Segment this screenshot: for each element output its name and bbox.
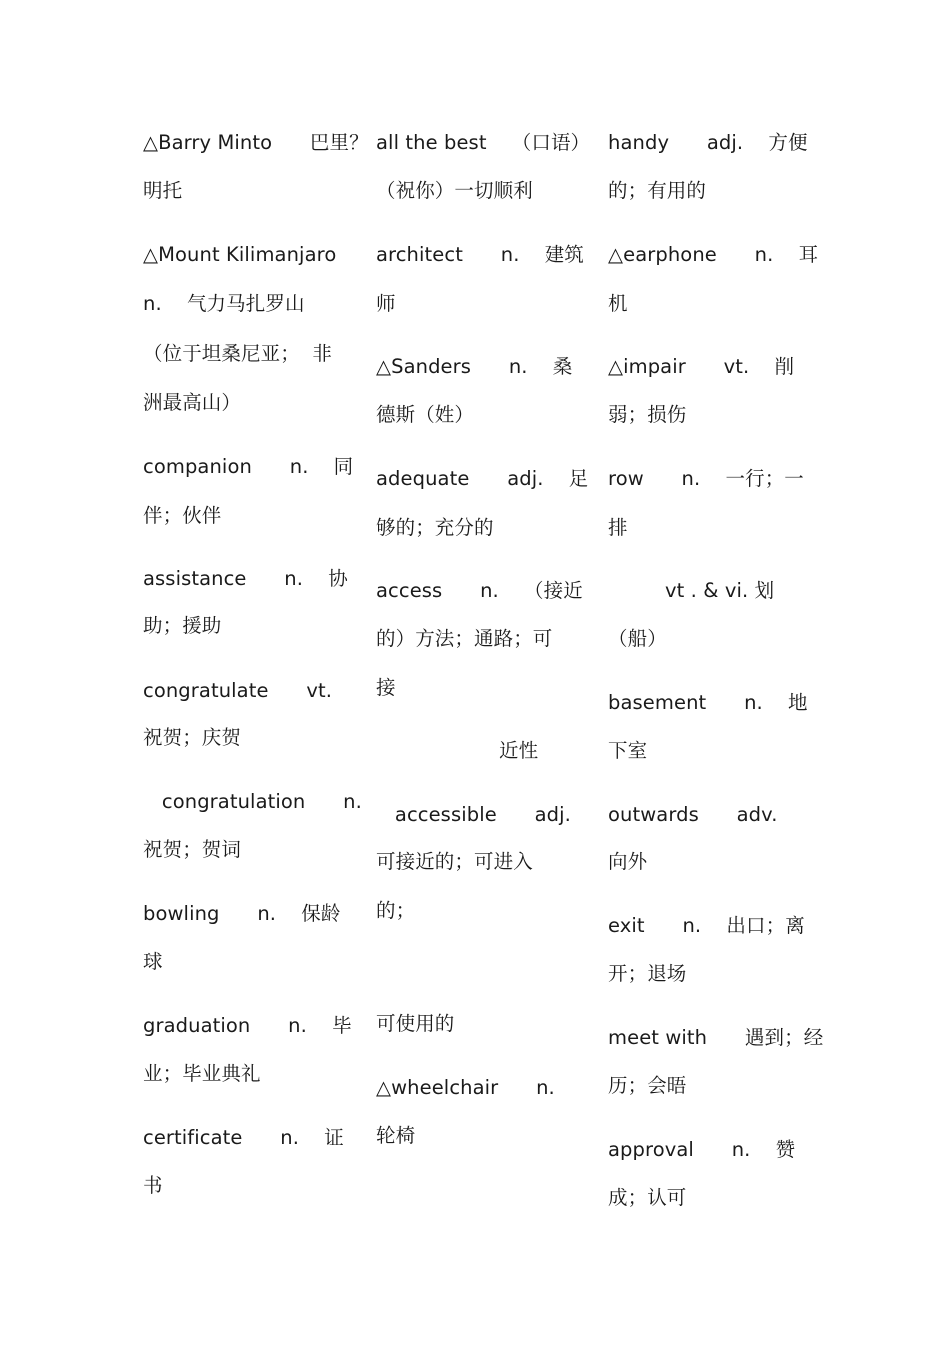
entry-line: access n. （接近 [376,579,583,602]
entry-line: 可接近的；可进入 [376,850,533,873]
entry-line: graduation n. 毕 [143,1014,352,1037]
entry-line: row n. 一行；一 [608,467,804,490]
entry-line: exit n. 出口；离 [608,914,805,937]
entry-line: bowling n. 保龄 [143,902,341,925]
entry-line: 开；退场 [608,962,687,985]
entry-line: all the best （口语） [376,131,591,154]
entry-line: congratulate vt. [143,679,333,702]
entry-line: （船） [608,627,667,650]
entry-line: congratulation n. [143,790,362,813]
entry-line: 可使用的 [376,1012,455,1035]
entry-line: 的；有用的 [608,179,707,202]
entry-line: 接 [376,676,396,699]
entry-line: accessible adj. [376,803,571,826]
entry-line: certificate n. 证 [143,1126,344,1149]
entry-line: 德斯（姓） [376,403,475,426]
entry-line: △Barry Minto 巴里？ [143,131,369,154]
entry-line: vt . & vi. 划 [665,579,775,602]
entry-line: 历；会晤 [608,1074,687,1097]
entry-line: assistance n. 协 [143,567,348,590]
entry-line: adequate adj. 足 [376,467,589,490]
entry-line: （位于坦桑尼亚； 非 [143,342,332,365]
entry-line: △Sanders n. 桑 [376,355,573,378]
entry-line: 祝贺；庆贺 [143,726,242,749]
entry-line: 向外 [608,850,648,873]
entry-line: △earphone n. 耳 [608,243,819,266]
entry-line: 轮椅 [376,1124,416,1147]
entry-line: （祝你）一切顺利 [376,179,533,202]
entry-line: 祝贺；贺词 [143,838,242,861]
entry-line: architect n. 建筑 [376,243,584,266]
entry-line: approval n. 赞 [608,1138,796,1161]
entry-line: 近性 [499,739,539,762]
entry-line: △Mount Kilimanjaro [143,243,337,266]
entry-line: 弱；损伤 [608,403,687,426]
entry-line: companion n. 同 [143,455,354,478]
entry-line: meet with 遇到；经 [608,1026,824,1049]
entry-line: 师 [376,292,396,315]
entry-line: 洲最高山） [143,391,242,414]
entry-line: 下室 [608,739,648,762]
entry-line: 球 [143,950,163,973]
entry-line: 机 [608,292,628,315]
entry-line: 的）方法；通路；可 [376,627,553,650]
entry-line: 业；毕业典礼 [143,1062,261,1085]
entry-line: handy adj. 方便 [608,131,808,154]
entry-line: 助；援助 [143,614,222,637]
entry-line: 排 [608,516,628,539]
entry-line: outwards adv. [608,803,778,826]
entry-line: △impair vt. 削 [608,355,795,378]
entry-line: 伴；伙伴 [143,504,222,527]
entry-line: basement n. 地 [608,691,808,714]
entry-line: n. 气力马扎罗山 [143,292,305,315]
entry-line: 的； [376,899,416,922]
entry-line: 明托 [143,179,183,202]
entry-line: 够的；充分的 [376,516,494,539]
entry-line: 成；认可 [608,1186,687,1209]
entry-line: 书 [143,1174,163,1197]
entry-line: △wheelchair n. [376,1076,555,1099]
